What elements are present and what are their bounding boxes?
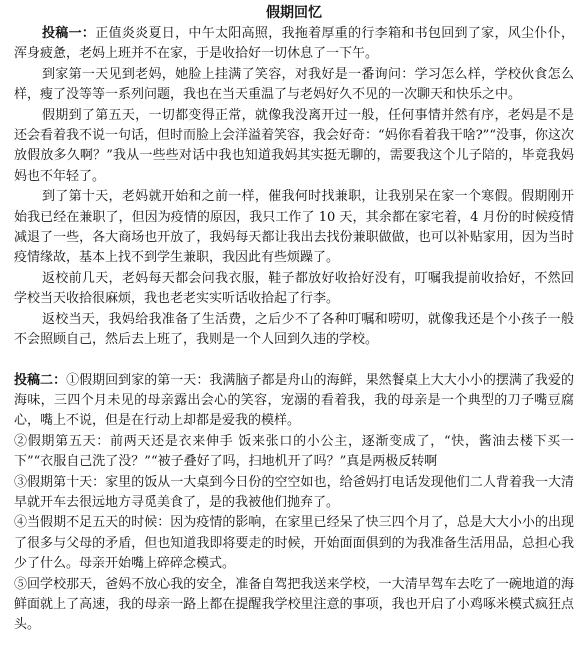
entry1-label: 投稿一： [42,26,96,41]
entry1-paragraph-1 [14,24,574,65]
entry1-paragraph-1-text: 正值炎炎夏日，中午太阳高照，我拖着厚重的行李箱和书包回到了家，风尘仆仆，浑身疲惫，老妈上班并不在家，于是收拾好一切休息了一下午。 [14,26,574,62]
entry1-paragraph-2: 到家第一天见到老妈，她脸上挂满了笑容，对我好是一番询问：学习怎么样，学校伙食怎么样，瘦了没等等一系列问题，我也在当天重温了与老妈好久不见的一次聊天和快乐之中。 [14,66,574,103]
entry2-item-2: ②假期第五天：前两天还是衣来伸手 饭来张口的小公主，逐渐变成了，“快，酱油去楼下买一下”“衣服自己洗了没？”“被子叠好了吗，扫地机开了吗？”真是两极反转啊 [14,433,574,470]
document-title: 假期回忆 [266,5,322,21]
entry1-paragraph-3: 假期到了第五天，一切都变得正常，就像我没离开过一般，任何事情并然有序，老妈是不是还会看着我不说一句话，但时而脸上会洋溢着笑容，我会好奇：“妈你看着我干啥?”“没事，你这次放假放多久啊？”我从一些些对话中我也知道我妈其实挺无聊的，需要我这个儿子陪的，毕竟我妈妈也不年轻了。 [14,107,574,184]
entry2-label: 投稿二： [14,372,67,388]
entry1-paragraph-6: 返校当天，我妈给我准备了生活费，之后少不了各种叮嘱和唠叨，就像我还是个小孩子一般不会照顾自己，然后去上班了，我则是一个人回到久违的学校。 [14,311,574,348]
entry1-paragraph-5: 返校前几天，老妈每天都会问我衣服，鞋子都放好收拾好没有，叮嘱我提前收拾好，不然回学校当天收拾很麻烦，我也老老实实听话收拾起了行李。 [14,270,574,307]
entry2-item-1-text: ①假期回到家的第一天：我满脑子都是舟山的海鲜，果然餐桌上大大小小的摆满了我爱的海味，三四个月未见的母亲露出会心的笑容，宠溺的看着我，我的母亲是一个典型的刀子嘴豆腐心，嘴上不说，但是在行动上却都是爱我的模样。 [14,372,574,429]
entry2-item-1 [14,371,574,432]
entry1-paragraph-4: 到了第十天，老妈就开始和之前一样，催我何时找兼职，让我别呆在家一个寒假。假期刚开始我已经在兼职了，但因为疫情的原因，我只工作了 10 天，其余都在家宅着，4 月份的时候疫情减退了一些，各大商场也开放了，我妈每天都让我出去找份兼职做做，也可以补贴家用，因为当时疫情缘故，基本上找不到学生兼职，我因此有些烦躁了。 [14,189,574,266]
entry2-item-5: ⑤回学校那天，爸妈不放心我的安全，准备自驾把我送来学校，一大清早驾车去吃了一碗地道的海鲜面就上了高速，我的母亲一路上都在提醒我学校里注意的事项，我也开启了小鸡啄米模式疯狂点头。 [14,576,574,633]
section-gap [14,351,574,371]
entry2-item-4: ④当假期不足五天的时候：因为疫情的影响，在家里已经呆了快三四个月了，总是大大小小的出现了很多与父母的矛盾，但也知道我即将要走的时候，开始面面俱到的为我准备生活用品，总担心我少了什么。母亲开始嘴上碎碎念模式。 [14,515,574,572]
entry2-item-3: ③假期第十天：家里的饭从一大桌到今日份的空空如也，给爸妈打电话发现他们二人背着我一大清早就开车去很远地方寻觅美食了，是的我被他们抛弃了。 [14,474,574,510]
